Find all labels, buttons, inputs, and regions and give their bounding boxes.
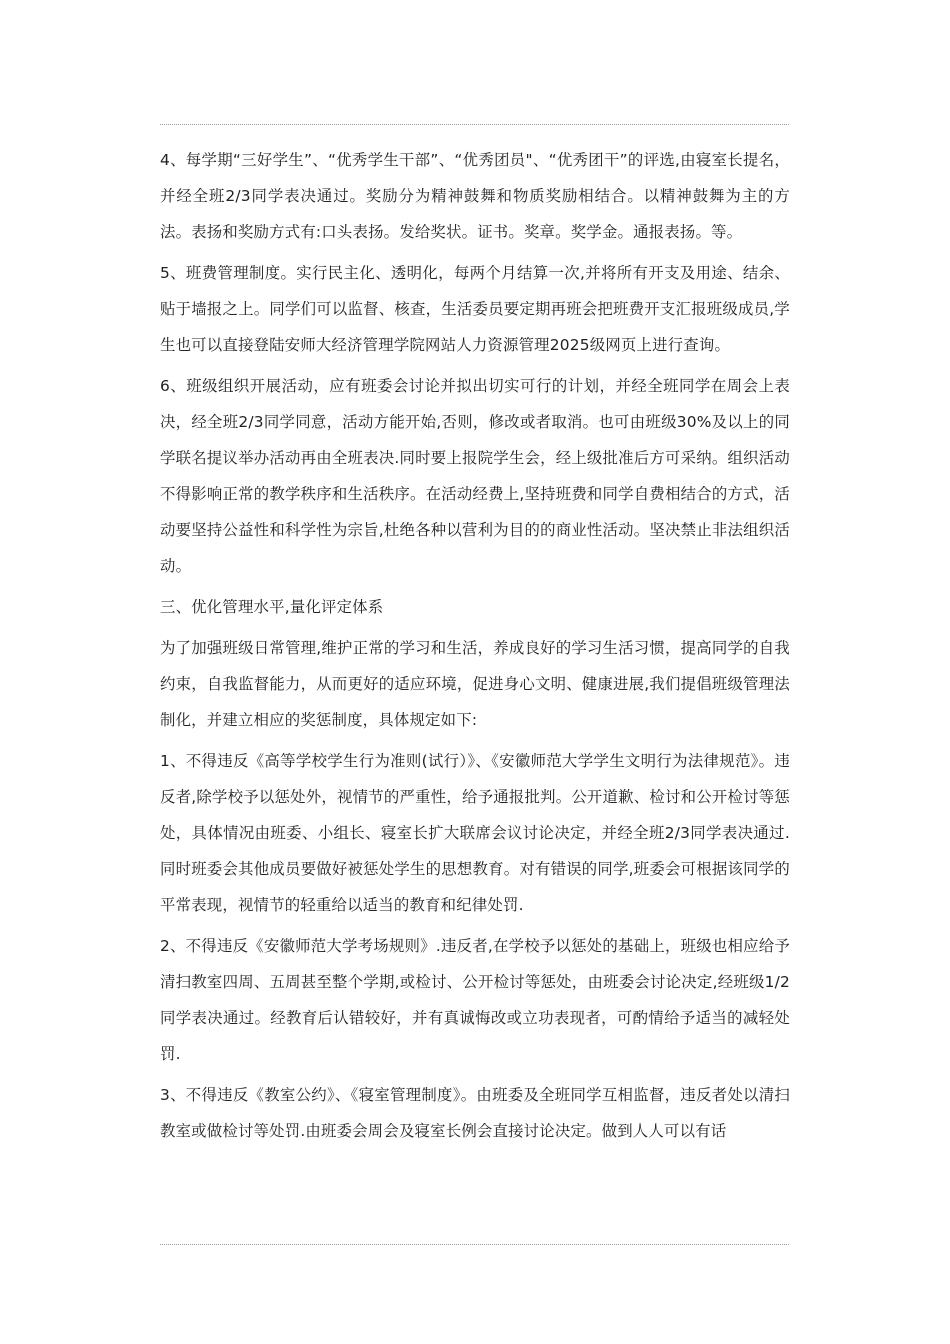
paragraph-item-6: 6、班级组织开展活动，应有班委会讨论并拟出切实可行的计划，并经全班同学在周会上表决，经全班2/3同学同意，活动方能开始,否则，修改或者取消。也可由班级30%及以上的同学联名提议举办活动再由全班表决.同时要上报院学生会，经上级批准后方可采纳。组织活动不得影响正常的教学秩序和生活秩序。在活动经费上,坚持班费和同学自费相结合的方式，活动要坚持公益性和科学性为宗旨,杜绝各种以营利为目的的商业性活动。坚决禁止非法组织活动。 — [160, 377, 790, 575]
rule-item-1: 1、不得违反《高等学校学生行为准则(试行）》、《安徽师范大学学生文明行为法律规范》。违反者,除学校予以惩处外，视情节的严重性，给予通报批判。公开道歉、检讨和公开检讨等惩处，具体情况由班委、小组长、寝室长扩大联席会议讨论决定，并经全班2/3同学表决通过.同时班委会其他成员要做好被惩处学生的思想教育。对有错误的同学,班委会可根据该同学的平常表现，视情节的轻重给以适当的教育和纪律处罚. — [160, 752, 790, 914]
section-intro: 为了加强班级日常管理,维护正常的学习和生活，养成良好的学习生活习惯，提高同学的自我约束，自我监督能力，从而更好的适应环境，促进身心文明、健康进展,我们提倡班级管理法制化，并建立相应的奖惩制度，具体规定如下: — [160, 639, 790, 729]
section-heading: 三、优化管理水平,量化评定体系 — [160, 598, 384, 616]
header-divider — [160, 124, 789, 125]
paragraph-item-4: 4、每学期“三好学生”、“优秀学生干部”、“优秀团员"、“优秀团干”的评选,由寝室长提名，并经全班2/3同学表决通过。奖励分为精神鼓舞和物质奖励相结合。以精神鼓舞为主的方法。表扬和奖励方式有:口头表扬。发给奖状。证书。奖章。奖学金。通报表扬。等。 — [160, 151, 790, 241]
rule-item-3: 3、不得违反《教室公约》、《寝室管理制度》。由班委及全班同学互相监督，违反者处以清扫教室或做检讨等处罚.由班委会周会及寝室长例会直接讨论决定。做到人人可以有话 — [160, 1086, 790, 1140]
footer-divider — [160, 1244, 789, 1245]
document-body — [160, 142, 790, 1154]
paragraph-item-5: 5、班费管理制度。实行民主化、透明化，每两个月结算一次,并将所有开支及用途、结余、贴于墙报之上。同学们可以监督、核查，生活委员要定期再班会把班费开支汇报班级成员,学生也可以直接登陆安师大经济管理学院网站人力资源管理2025级网页上进行查询。 — [160, 264, 790, 354]
rule-item-2: 2、不得违反《安徽师范大学考场规则》.违反者,在学校予以惩处的基础上，班级也相应给予清扫教室四周、五周甚至整个学期,或检讨、公开检讨等惩处，由班委会讨论决定,经班级1/2同学表决通过。经教育后认错较好，并有真诚悔改或立功表现者，可酌情给予适当的减轻处罚. — [160, 937, 790, 1063]
